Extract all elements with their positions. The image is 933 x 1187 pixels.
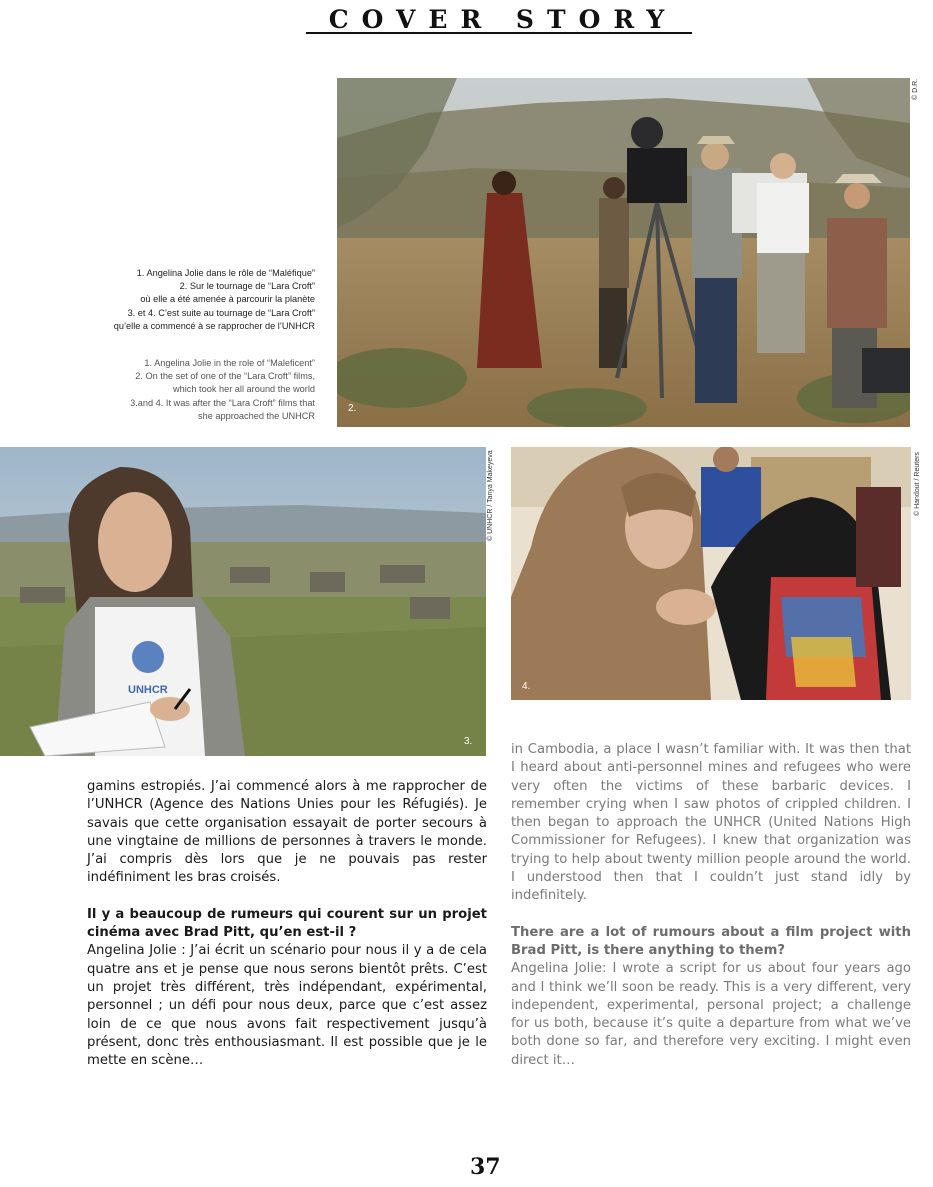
caption-line: 1. Angelina Jolie dans le rôle de “Maléfique” <box>136 268 315 278</box>
caption-french <box>85 267 315 333</box>
interview-question: There are a lot of rumours about a film project with Brad Pitt, is there anything to them? <box>511 924 911 958</box>
interview-answer: Angelina Jolie : J’ai écrit un scénario pour nous il y a de cela quatre ans et je pense que nous serons bientôt prêts. C’est un projet très différent, très indépendant, expérimental, personnel ; un défi pour nous deux, parce que c’est assez loin de ce que nous avons fait respectivement jusqu’à présent, donc très enthousiasmant. Il est possible que je le mette en scène… <box>87 943 487 1069</box>
interview-question: Il y a beaucoup de rumeurs qui courent sur un projet cinéma avec Brad Pitt, qu’en est-il ? <box>87 906 487 941</box>
interview-answer: Angelina Jolie: I wrote a script for us about four years ago and I think we’ll soon be ready. This is a very different, very independent, experimental, personal project; a challenge for us both, because it’s quite a departure from what we’ve both done so far, and therefore very exciting. I might even direct it… <box>511 961 911 1068</box>
caption-line: 3.and 4. It was after the “Lara Croft” films that <box>130 397 315 408</box>
child-visit-illustration <box>511 447 911 700</box>
caption-line: qu’elle a commencé à se rapprocher de l’UNHCR <box>113 320 315 331</box>
unhcr-shirt-logo: UNHCR <box>128 684 168 696</box>
unhcr-camp-illustration <box>0 447 486 756</box>
caption-line: où elle a été amenée à parcourir la planète <box>140 294 315 305</box>
photo-number: 3. <box>464 736 473 747</box>
caption-english <box>85 357 315 423</box>
section-title: COVER STORY <box>328 5 678 34</box>
section-header <box>306 6 692 34</box>
photo-film-set <box>337 78 910 427</box>
page-number: 37 <box>470 1154 501 1180</box>
caption-line: she approached the UNHCR <box>198 410 315 421</box>
film-set-illustration <box>337 78 910 427</box>
body-paragraph: gamins estropiés. J’ai commencé alors à me rapprocher de l’UNHCR (Agence des Nations Unies pour les Réfugiés). Je savais que cette organisation essayait de porter secours à une vingtaine de millions de personnes à travers le monde. J’ai compris dès lors que je ne pouvais pas rester indéfiniment les bras croisés. <box>87 779 487 886</box>
photo-number: 4. <box>522 681 531 692</box>
caption-line: 3. et 4. C’est suite au tournage de “Lara Croft” <box>127 307 315 318</box>
photo-number: 2. <box>348 403 357 414</box>
photo-credit: © UNHCR / Tanya Makeyeva <box>487 450 494 541</box>
caption-line: 1. Angelina Jolie in the role of “Maleficent” <box>144 358 315 368</box>
caption-line: 2. Sur le tournage de “Lara Croft” <box>179 281 315 292</box>
article-column-french <box>87 778 487 1070</box>
caption-line: which took her all around the world <box>173 384 315 395</box>
photo-credit: © Handout / Reuters <box>914 452 921 516</box>
body-paragraph: in Cambodia, a place I wasn’t familiar with. It was then that I heard about anti-personnel mines and refugees who were very often the victims of these barbaric devices. I remember crying when I saw photos of crippled children. I then began to approach the UNHCR (United Nations High Commissioner for Refugees). I knew that organization was trying to help about twenty million people around the world. I understood then that I couldn’t just stand idly by indefinitely. <box>511 742 911 904</box>
photo-credit: © D.R. <box>912 78 919 100</box>
photo-child-visit <box>511 447 911 700</box>
photo-unhcr-camp <box>0 447 486 756</box>
article-column-english <box>511 741 911 1070</box>
caption-line: 2. On the set of one of the “Lara Croft” films, <box>135 371 315 382</box>
